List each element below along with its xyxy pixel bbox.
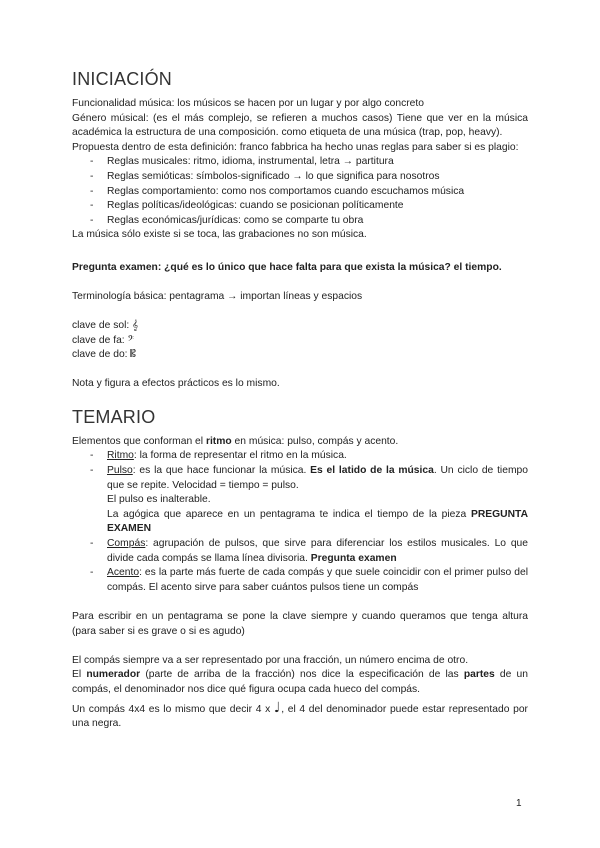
list-item-compas: - Compás: agrupación de pulsos, que sirve para diferenciar los estilos musicales. Lo que divide cada compás se llama línea divisoria. Pregunta examen: [90, 537, 528, 566]
paragraph-propuesta: Propuesta dentro de esta definición: franco fabbrica ha hecho unas reglas para saber si es plagio:: [72, 141, 519, 153]
paragraph-funcionalidad: Funcionalidad música: los músicos se hacen por un lugar y por algo concreto: [72, 98, 424, 109]
list-item: - Reglas semióticas: símbolos-significado → lo que significa para nosotros: [90, 170, 528, 185]
paragraph-clave: Para escribir en un pentagrama se pone la clave siempre y cuando queramos que tenga altura (para saber si es grave o si es agudo): [72, 611, 528, 637]
list-item: - Reglas musicales: ritmo, idioma, instrumental, letra → partitura: [90, 155, 528, 170]
treble-clef-icon: 𝄞: [132, 319, 139, 331]
paragraph-elementos: Elementos que conforman el ritmo en música: pulso, compás y acento.: [72, 435, 399, 447]
list-item: - Reglas económicas/jurídicas: como se comparte tu obra: [90, 214, 528, 229]
paragraph-musica-existe: La música sólo existe si se toca, las grabaciones no son música.: [72, 229, 367, 241]
list-item: - Reglas políticas/ideológicas: cuando se posicionan políticamente: [90, 199, 528, 214]
quarter-note-icon: ♩: [273, 699, 282, 716]
document-page: [72, 68, 528, 732]
paragraph-numerador: El numerador (parte de arriba de la fracción) nos dice la especificación de las partes de un compás, el denominador nos dice qué figura ocupa cada hueco del compás.: [72, 669, 528, 695]
list-item-acento: - Acento: es la parte más fuerte de cada compás y que suele coincidir con el primer pulso del compás. El acento sirve para saber cuántos pulsos tiene un compás: [90, 566, 528, 595]
pulso-inalterable: El pulso es inalterable.: [107, 494, 211, 506]
exam-question: Pregunta examen: ¿qué es lo único que hace falta para que exista la música? el tiempo.: [72, 261, 502, 273]
section-title-temario: TEMARIO: [72, 406, 156, 427]
list-item-pulso: - Pulso: es la que hace funcionar la música. Es el latido de la música. Un ciclo de tiempo que se repite. Velocidad = tiempo = pulso.: [90, 464, 528, 493]
elements-list-cont: [72, 537, 528, 595]
paragraph-terminologia: Terminología básica: pentagrama → importan líneas y espacios: [72, 290, 363, 302]
paragraph-fraccion: El compás siempre va a ser representado por una fracción, un número encima de otro.: [72, 654, 469, 666]
list-item-ritmo: - Ritmo: la forma de representar el ritmo en la música.: [90, 449, 528, 464]
alto-clef-icon: 𝄡: [130, 349, 136, 361]
paragraph-genero: Género músical: (es el más complejo, se refieren a muchos casos) Tiene que ver en la música académica la estructura de una composición. como etiqueta de una música (trap, pop, heavy).: [72, 112, 528, 139]
page-number: 1: [516, 798, 522, 809]
list-item: - Reglas comportamiento: como nos comportamos cuando escuchamos música: [90, 185, 528, 200]
paragraph-compas-4x4: Un compás 4x4 es lo mismo que decir 4 x ♩, el 4 del denominador puede estar representado por una negra.: [72, 699, 528, 730]
clef-do-line: clave de do: 𝄡: [72, 349, 136, 361]
clef-sol-line: clave de sol: 𝄞: [72, 319, 139, 331]
rules-list: [72, 155, 528, 228]
pulso-agogica: La agógica que aparece en un pentagrama te indica el tiempo de la pieza PREGUNTA EXAMEN: [107, 508, 528, 535]
clef-fa-line: clave de fa: 𝄢: [72, 334, 134, 346]
section-title-iniciacion: INICIACIÓN: [72, 69, 173, 89]
elements-list: [72, 449, 528, 493]
bass-clef-icon: 𝄢: [127, 334, 134, 346]
paragraph-nota-figura: Nota y figura a efectos prácticos es lo mismo.: [72, 378, 280, 390]
